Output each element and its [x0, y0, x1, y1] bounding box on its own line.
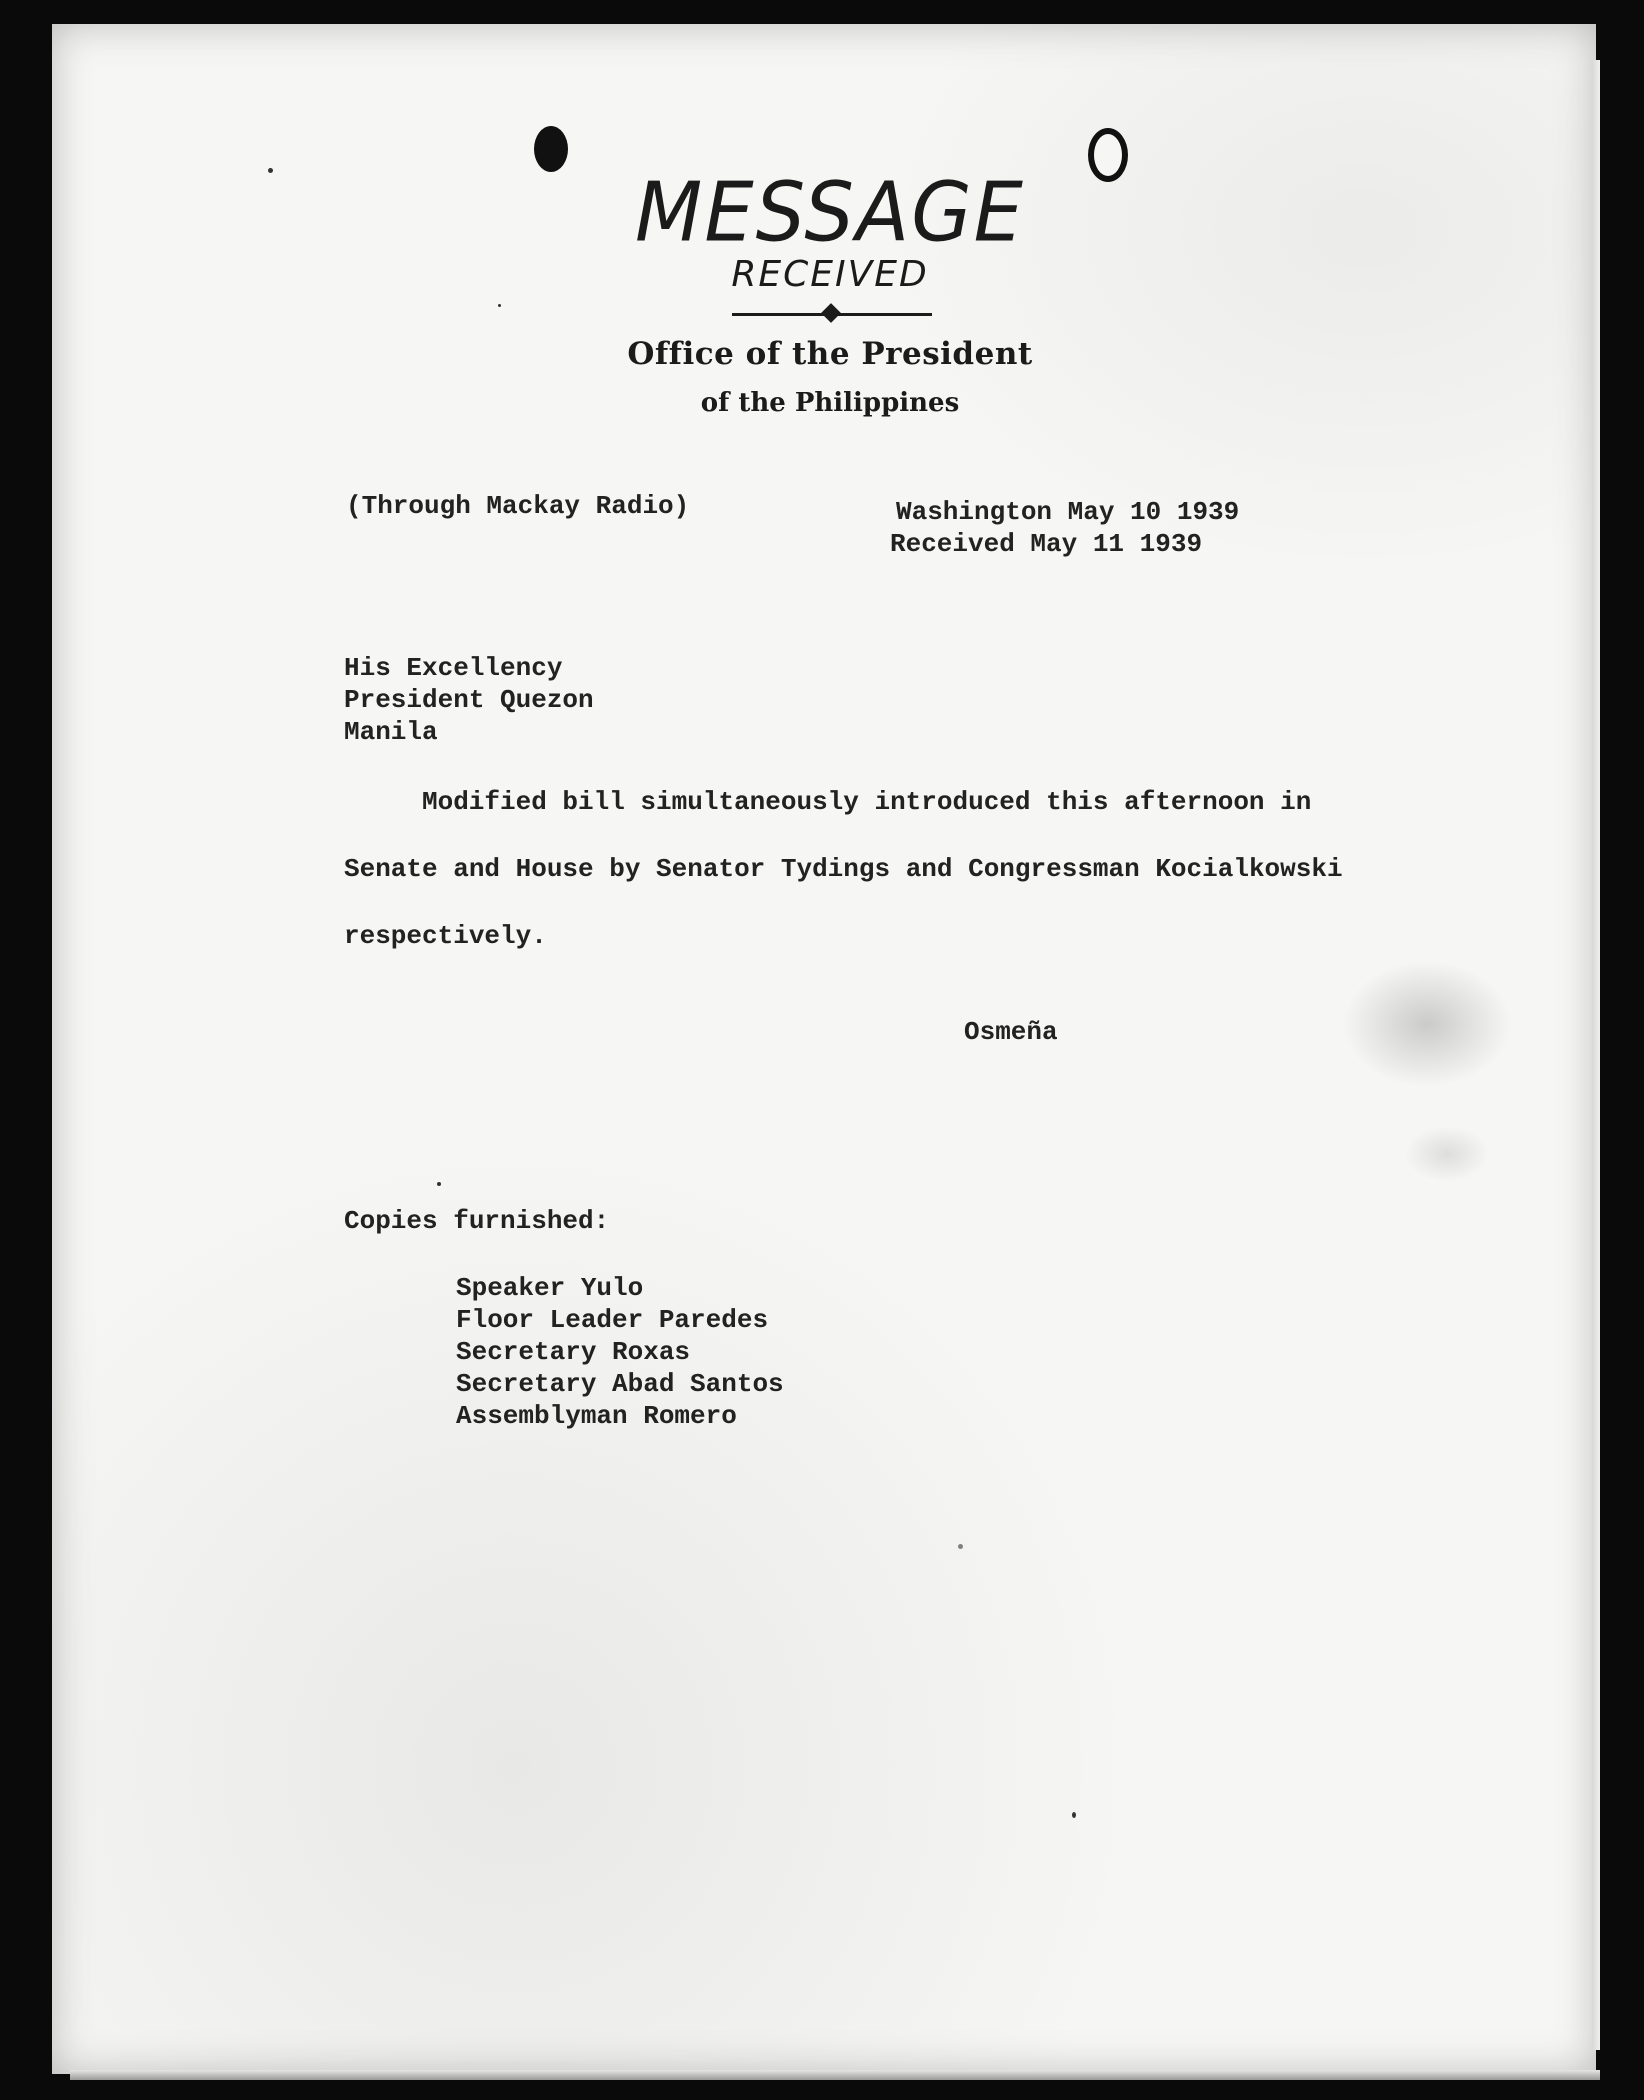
message-body-line: respectively. [344, 921, 547, 951]
transmission-via: (Through Mackay Radio) [346, 491, 690, 521]
paper-edge-bottom [70, 2070, 1600, 2080]
copy-recipient: Assemblyman Romero [456, 1401, 737, 1431]
letterhead-country: of the Philippines [700, 388, 960, 418]
scan-speck [268, 168, 273, 173]
message-body-line: Modified bill simultaneously introduced this afternoon in [422, 787, 1312, 817]
addressee-city: Manila [344, 717, 438, 747]
copy-recipient: Speaker Yulo [456, 1273, 644, 1303]
received-date: Received May 11 1939 [890, 529, 1203, 559]
scan-speck [958, 1544, 963, 1549]
letterhead-subtitle: RECEIVED [731, 254, 929, 295]
letterhead-office: Office of the President [627, 336, 1033, 372]
scan-speck [1072, 1812, 1076, 1818]
scan-speck [498, 304, 501, 307]
paper-edge-right [1592, 60, 1600, 2050]
sent-date: Washington May 10 1939 [896, 497, 1240, 527]
copies-label: Copies furnished: [344, 1206, 610, 1236]
letterhead-title: MESSAGE [635, 165, 1025, 261]
addressee-title: His Excellency [344, 653, 563, 683]
copy-recipient: Secretary Roxas [456, 1337, 691, 1367]
addressee-name: President Quezon [344, 685, 594, 715]
paper-sheet [52, 24, 1596, 2074]
scan-speck [437, 1182, 441, 1186]
message-body-line: Senate and House by Senator Tydings and Congressman Kocialkowski [344, 854, 1343, 884]
signature: Osmeña [964, 1017, 1058, 1047]
copy-recipient: Secretary Abad Santos [456, 1369, 784, 1399]
copy-recipient: Floor Leader Paredes [456, 1305, 769, 1335]
